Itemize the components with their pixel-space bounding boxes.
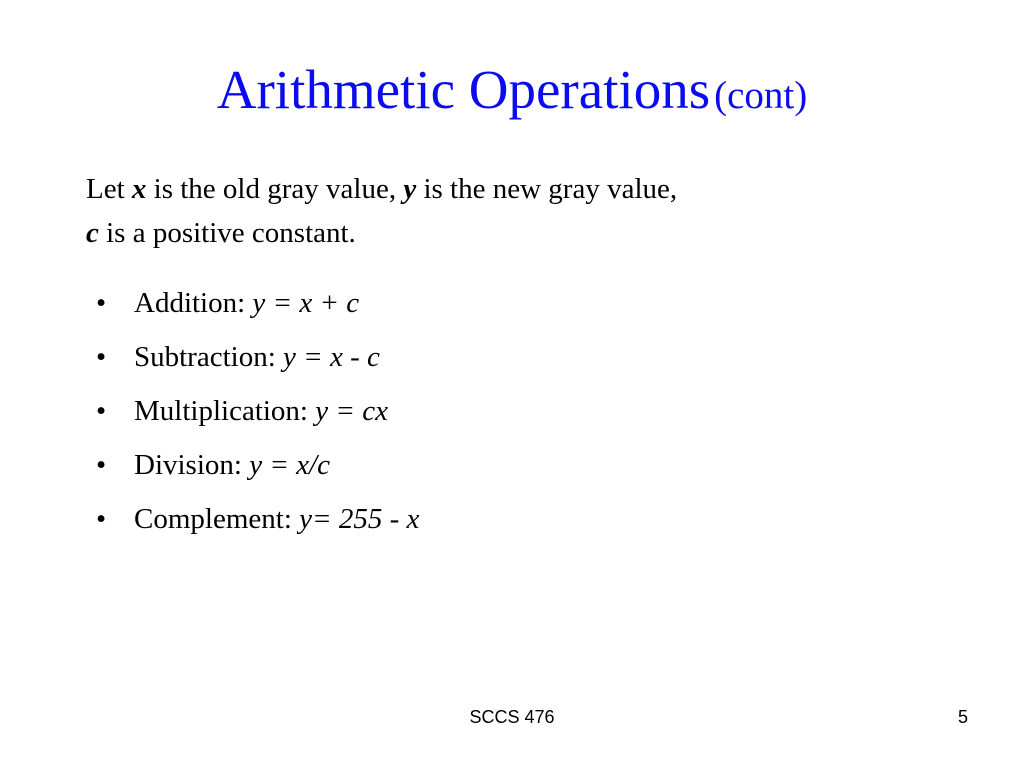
operations-list (96, 283, 419, 553)
list-item-division (96, 445, 419, 499)
variable-c: c (86, 217, 99, 249)
bullet-icon: • (96, 395, 107, 427)
footer-course: SCCS 476 (469, 707, 555, 727)
intro-line-2 (86, 211, 677, 255)
operation-label: Addition: (134, 287, 253, 319)
variable-y: y (403, 173, 417, 205)
list-item-subtraction (96, 337, 419, 391)
title-suffix: (cont) (714, 74, 808, 117)
intro-end: is the new gray value, (416, 173, 678, 205)
variable-x: x (131, 173, 147, 205)
operation-label: Subtraction: (134, 341, 284, 373)
title-main: Arithmetic Operations (216, 59, 711, 120)
operation-label: Division: (134, 449, 250, 481)
intro-text (86, 167, 677, 255)
operation-label: Complement: (134, 503, 300, 535)
operation-formula: y= 255 - x (299, 503, 420, 535)
operation-formula: y = cx (315, 395, 388, 427)
list-item-complement (96, 499, 419, 553)
bullet-icon: • (96, 341, 107, 373)
list-item-addition (96, 283, 419, 337)
list-item-multiplication (96, 391, 419, 445)
operation-formula: y = x/c (249, 449, 330, 481)
operation-label: Multiplication: (134, 395, 316, 427)
operation-formula: y = x + c (252, 287, 360, 319)
intro-let: Let (86, 173, 132, 205)
operation-formula: y = x - c (283, 341, 380, 373)
bullet-icon: • (96, 287, 107, 319)
page-number: 5 (957, 707, 968, 727)
slide-title (0, 59, 1024, 120)
bullet-icon: • (96, 503, 107, 535)
intro-line2-end: is a positive constant. (98, 217, 356, 249)
intro-mid: is the old gray value, (146, 173, 404, 205)
bullet-icon: • (96, 449, 107, 481)
intro-line-1 (86, 167, 677, 211)
